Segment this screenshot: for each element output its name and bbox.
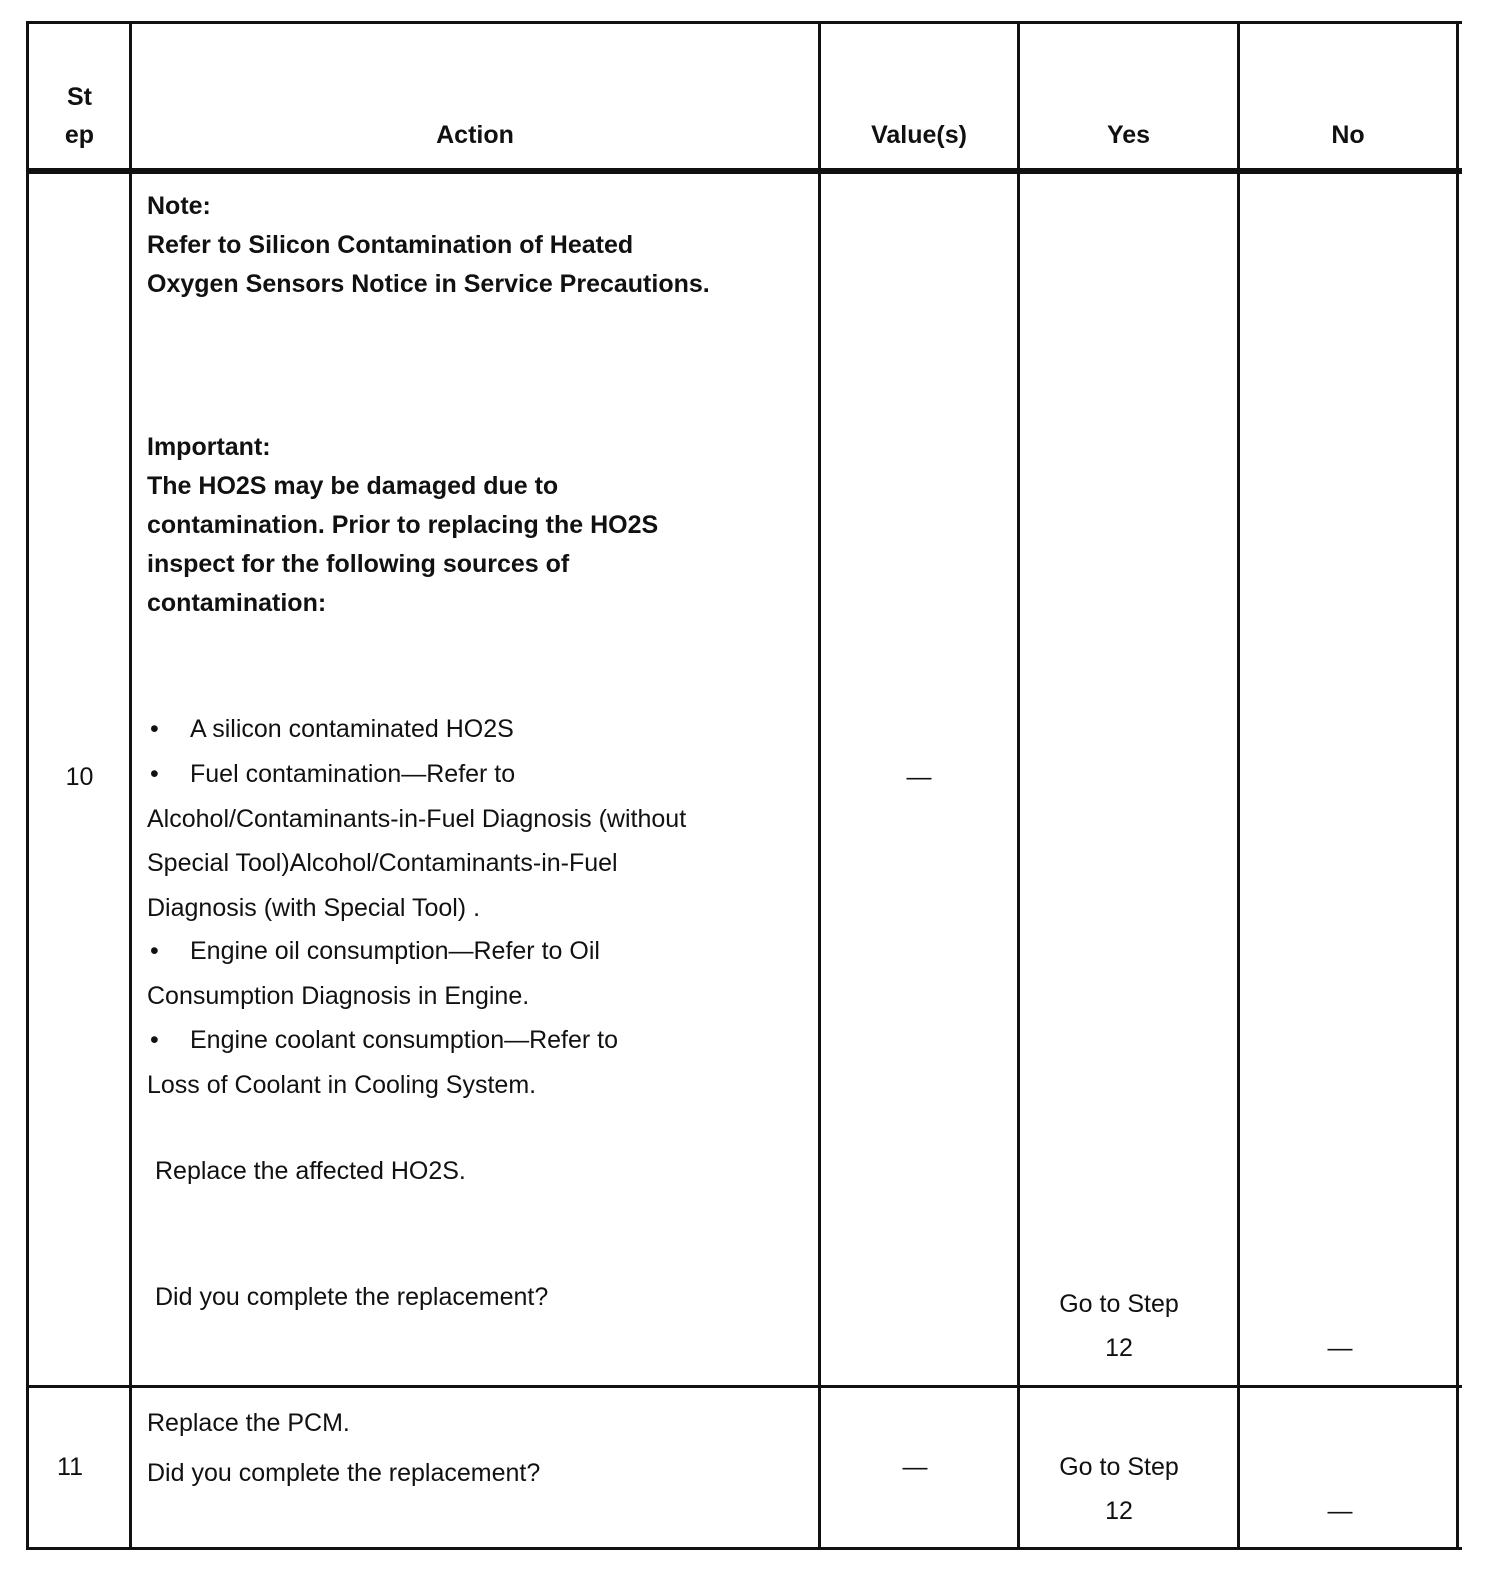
bullet2-line3: Special Tool)Alcohol/Contaminants-in-Fuel <box>147 849 618 877</box>
header-bottom-border <box>26 168 1462 174</box>
table-right-border <box>1456 21 1459 1550</box>
row10-yes-line2: 12 <box>1105 1334 1133 1362</box>
row11-no: — <box>1327 1497 1353 1525</box>
row11-yes-line1: Go to Step <box>1059 1453 1179 1481</box>
row11-yes-line2: 12 <box>1105 1497 1133 1525</box>
row10-no: — <box>1327 1334 1353 1362</box>
header-action: Action <box>436 121 514 149</box>
bullet-icon: • <box>150 937 159 965</box>
col-divider-no <box>1237 21 1240 1550</box>
row10-yes-line1: Go to Step <box>1059 1290 1179 1318</box>
bullet-item-4 <box>150 1026 618 1055</box>
note-text-line2: Oxygen Sensors Notice in Service Precautions. <box>147 270 710 298</box>
note-text-line1: Refer to Silicon Contamination of Heated <box>147 231 634 259</box>
bullet-icon: • <box>150 760 159 788</box>
table-left-border <box>26 21 29 1550</box>
important-line2: contamination. Prior to replacing the HO2S <box>147 511 659 539</box>
header-yes: Yes <box>1106 121 1151 149</box>
row10-value: — <box>906 763 932 791</box>
header-step-line1: St <box>67 83 92 111</box>
header-no: No <box>1331 121 1365 149</box>
replace-text: Replace the affected HO2S. <box>155 1157 466 1185</box>
header-step-line2: ep <box>64 121 95 149</box>
bullet-icon: • <box>150 1026 159 1054</box>
bullet-text: Fuel contamination—Refer to <box>190 760 516 788</box>
col-divider-action <box>129 21 132 1550</box>
bullet-icon: • <box>150 715 159 743</box>
bullet-text: Engine coolant consumption—Refer to <box>190 1026 619 1054</box>
bullet2-line4: Diagnosis (with Special Tool) . <box>147 894 481 922</box>
bullet-text: A silicon contaminated HO2S <box>190 715 514 743</box>
bullet3-line2: Consumption Diagnosis in Engine. <box>147 982 530 1010</box>
bullet-item-1 <box>150 715 514 744</box>
important-line4: contamination: <box>147 589 327 617</box>
col-divider-yes <box>1017 21 1020 1550</box>
bullet-item-3 <box>150 937 600 966</box>
bullet4-line2: Loss of Coolant in Cooling System. <box>147 1071 537 1099</box>
header-values: Value(s) <box>871 121 967 149</box>
row11-action-line2: Did you complete the replacement? <box>147 1459 541 1487</box>
bullet-item-2 <box>150 760 515 789</box>
bullet-text: Engine oil consumption—Refer to Oil <box>190 937 600 965</box>
important-label: Important: <box>147 433 271 461</box>
table-top-border <box>26 21 1462 24</box>
row10-question: Did you complete the replacement? <box>155 1283 549 1311</box>
row11-step: 11 <box>57 1453 83 1481</box>
row10-step: 10 <box>65 763 94 791</box>
important-line1: The HO2S may be damaged due to <box>147 472 559 500</box>
note-label: Note: <box>147 192 211 220</box>
table-bottom-border <box>26 1547 1462 1550</box>
row11-value: — <box>902 1453 928 1481</box>
row10-bottom-border <box>26 1385 1462 1388</box>
row11-action-line1: Replace the PCM. <box>147 1409 350 1437</box>
important-line3: inspect for the following sources of <box>147 550 570 578</box>
bullet2-line2: Alcohol/Contaminants-in-Fuel Diagnosis (without <box>147 805 687 833</box>
